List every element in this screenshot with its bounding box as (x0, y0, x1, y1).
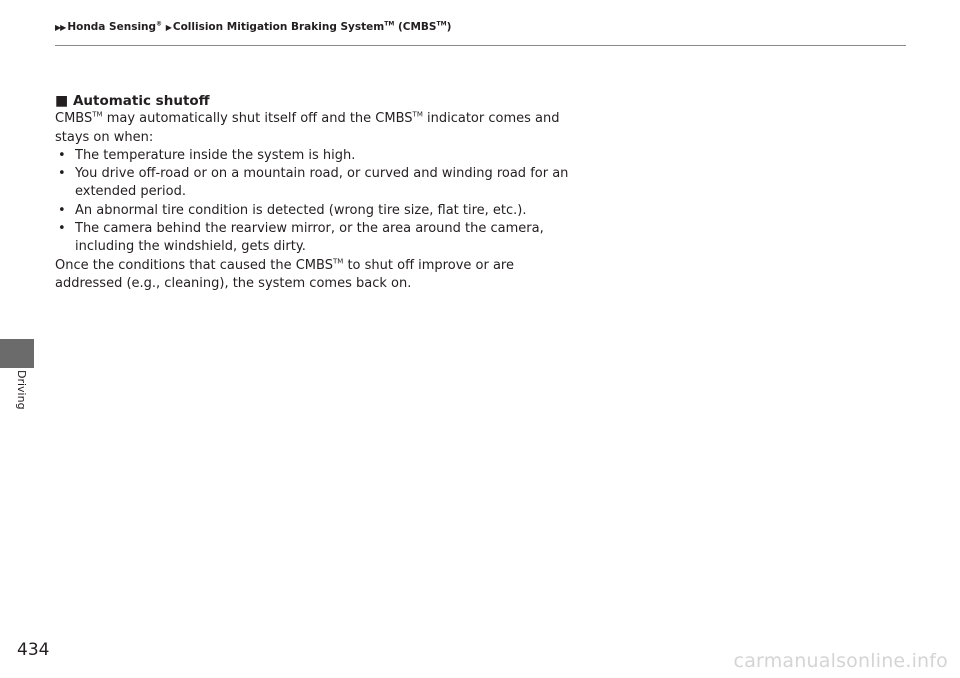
breadcrumb (55, 20, 451, 33)
chapter-tab-label: Driving (15, 370, 28, 410)
intro-paragraph: CMBS™ may automatically shut itself off and the CMBS™ indicator comes and stays on when: (55, 110, 560, 145)
outro-paragraph: Once the conditions that caused the CMBS™ to shut off improve or are addressed (e.g., cleaning), the system comes back on. (55, 257, 514, 291)
breadcrumb-arrow-icon: ▶▶ (55, 22, 66, 32)
breadcrumb-arrow-icon: ▶ (165, 22, 171, 32)
page-number: 434 (17, 640, 50, 660)
conditions-list (55, 147, 585, 257)
watermark: carmanualsonline.info (733, 650, 948, 672)
section-automatic-shutoff (55, 92, 585, 293)
square-marker-icon: ■ (55, 93, 69, 109)
section-title: ■ Automatic shutoff (55, 93, 210, 109)
list-item: • The temperature inside the system is high. (55, 147, 585, 165)
list-item: • An abnormal tire condition is detected (wrong tire size, flat tire, etc.). (55, 202, 585, 220)
list-item: • You drive off-road or on a mountain road, or curved and winding road for an extended period. (55, 165, 585, 202)
breadcrumb-item-honda-sensing[interactable]: Honda Sensing® (67, 20, 163, 33)
header-divider (55, 45, 906, 46)
chapter-tab[interactable] (0, 339, 34, 368)
list-item: • The camera behind the rearview mirror, or the area around the camera, including the windshield, gets dirty. (55, 220, 585, 257)
breadcrumb-item-cmbs[interactable]: Collision Mitigation Braking System™ (CMBS™) (172, 20, 452, 33)
